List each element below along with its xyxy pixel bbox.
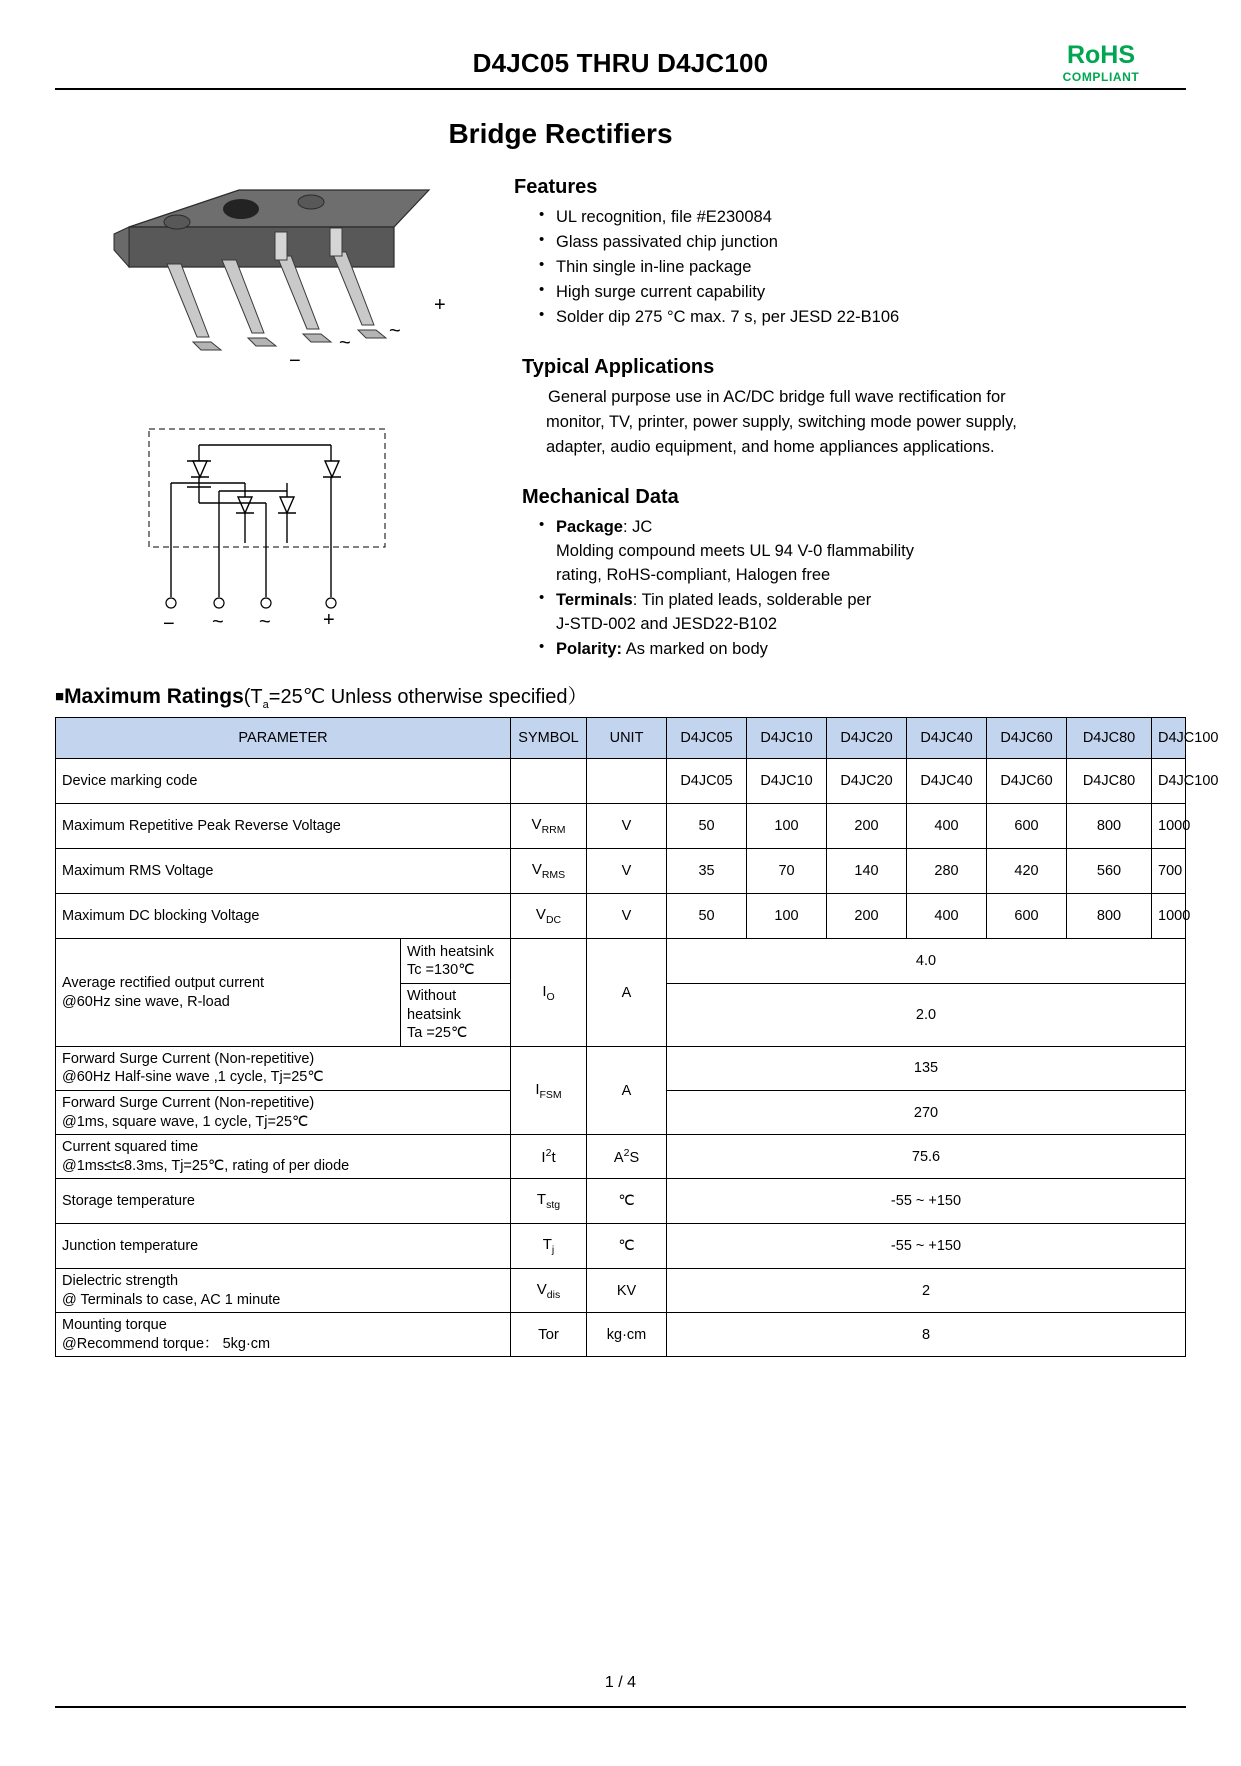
row-label-line-2: @Recommend torque： 5kg·cm	[62, 1335, 271, 1352]
cell-value: 560	[1067, 849, 1152, 894]
cell-value: D4JC60	[987, 759, 1067, 804]
row-symbol	[511, 1269, 587, 1313]
row-unit: ℃	[587, 1224, 667, 1269]
package-pin-ac2: ~	[389, 320, 401, 342]
applications-line-3: adapter, audio equipment, and home appliances applications.	[546, 437, 995, 456]
row-label: Device marking code	[56, 759, 511, 804]
cell-value: 600	[987, 804, 1067, 849]
symbol-subscript: RRM	[541, 824, 566, 837]
package-drawing	[89, 172, 509, 387]
cell-value: D4JC10	[747, 759, 827, 804]
cell-value-merged: -55 ~ +150	[667, 1224, 1186, 1269]
content-columns	[55, 168, 1186, 662]
cell-value: 400	[907, 894, 987, 939]
applications-text	[548, 385, 1186, 459]
cell-value: 70	[747, 849, 827, 894]
package-label: Package	[556, 517, 623, 536]
page-footer	[55, 1674, 1186, 1708]
header-divider	[55, 88, 1186, 90]
table-row	[56, 804, 1186, 849]
cell-value-io-without-heatsink: 2.0	[667, 984, 1186, 1047]
drawings-column	[55, 168, 510, 662]
row-unit: KV	[587, 1269, 667, 1313]
cell-value-io-with-heatsink: 4.0	[667, 939, 1186, 984]
row-symbol	[511, 759, 587, 804]
symbol-subscript: DC	[545, 914, 562, 927]
row-label-io	[56, 939, 401, 1047]
cell-value: 50	[667, 894, 747, 939]
row-symbol	[511, 804, 587, 849]
bullet-square-icon: ■	[55, 688, 65, 706]
io-condition-2	[401, 984, 511, 1047]
symbol-base: I	[535, 1080, 540, 1098]
io-line-1: Average rectified output current	[62, 975, 265, 992]
table-header-row	[56, 718, 1186, 759]
table-row	[56, 1313, 1186, 1357]
row-symbol: Tor	[511, 1313, 587, 1357]
col-unit: UNIT	[587, 718, 667, 759]
row-label-line-1: Dielectric strength	[62, 1273, 179, 1290]
schematic-pin-plus: +	[323, 609, 335, 631]
cell-value: D4JC100	[1152, 759, 1186, 804]
package-pin-plus: +	[434, 294, 446, 316]
list-item: • UL recognition, file #E230084	[538, 205, 1186, 229]
row-symbol-io	[511, 939, 587, 1047]
col-d4jc40: D4JC40	[907, 718, 987, 759]
col-d4jc20: D4JC20	[827, 718, 907, 759]
package-line-2: Molding compound meets UL 94 V-0 flammability	[556, 541, 914, 560]
symbol-base: T	[536, 1191, 547, 1209]
ifsm2-line-2: @1ms, square wave, 1 cycle, Tj=25℃	[62, 1113, 309, 1130]
terminals-value: : Tin plated leads, solderable per	[632, 590, 872, 609]
col-d4jc10: D4JC10	[747, 718, 827, 759]
cell-value: 1000	[1152, 894, 1186, 939]
cell-value: 800	[1067, 804, 1152, 849]
row-symbol	[511, 1224, 587, 1269]
mechanical-list	[538, 515, 1186, 661]
table-row	[56, 1269, 1186, 1313]
unit-superscript: 2	[623, 1147, 630, 1160]
cell-value-merged: -55 ~ +150	[667, 1179, 1186, 1224]
symbol-subscript: dis	[546, 1288, 561, 1301]
symbol-base: V	[531, 816, 542, 834]
cell-value: 200	[827, 894, 907, 939]
ifsm2-line-1: Forward Surge Current (Non-repetitive)	[62, 1095, 315, 1112]
symbol-superscript: 2	[545, 1147, 552, 1160]
ratings-heading-main: Maximum Ratings	[64, 685, 244, 709]
row-label: Storage temperature	[56, 1179, 511, 1224]
polarity-value: As marked on body	[622, 640, 768, 659]
table-row	[56, 1179, 1186, 1224]
row-unit: V	[587, 849, 667, 894]
cell-value: 35	[667, 849, 747, 894]
cell-value-merged: 75.6	[667, 1135, 1186, 1179]
io-line-2: @60Hz sine wave, R-load	[62, 993, 230, 1010]
table-row-io-with-heatsink	[56, 939, 1186, 984]
cell-value: 700	[1152, 849, 1186, 894]
ratings-heading-cond-a: (T	[243, 686, 263, 709]
row-label-ifsm-1	[56, 1046, 511, 1090]
row-label-ifsm-2	[56, 1091, 511, 1135]
row-symbol	[511, 849, 587, 894]
row-unit	[587, 1135, 667, 1179]
page-number: 1 / 4	[604, 1674, 637, 1691]
io-cond2-line-1: Without heatsink	[407, 988, 462, 1023]
ifsm1-line-2: @60Hz Half-sine wave ,1 cycle, Tj=25℃	[62, 1069, 324, 1086]
rohs-logo	[1026, 42, 1176, 84]
cell-value: 140	[827, 849, 907, 894]
symbol-subscript: stg	[546, 1199, 561, 1212]
row-symbol	[511, 894, 587, 939]
applications-line-1: General purpose use in AC/DC bridge full wave rectification for	[548, 388, 1006, 407]
col-d4jc60: D4JC60	[987, 718, 1067, 759]
row-label	[56, 1313, 511, 1357]
package-pin-minus: −	[289, 350, 301, 372]
specifications-column	[510, 168, 1186, 662]
cell-value: D4JC05	[667, 759, 747, 804]
row-label-line-1: Mounting torque	[62, 1317, 167, 1334]
symbol-tail: t	[551, 1149, 556, 1167]
bridge-schematic-svg	[141, 425, 461, 650]
product-family-title: Bridge Rectifiers	[448, 118, 673, 149]
row-unit: V	[587, 804, 667, 849]
row-label: Maximum RMS Voltage	[56, 849, 511, 894]
symbol-base: I	[541, 1149, 546, 1167]
package-line-3: rating, RoHS-compliant, Halogen free	[556, 565, 831, 584]
table-row	[56, 1224, 1186, 1269]
cell-value-merged: 8	[667, 1313, 1186, 1357]
rohs-label: RoHS	[1066, 41, 1136, 69]
list-item-package	[538, 515, 1186, 587]
symbol-subscript: O	[546, 990, 555, 1003]
row-unit	[587, 759, 667, 804]
symbol-subscript: RMS	[541, 869, 566, 882]
ifsm1-line-1: Forward Surge Current (Non-repetitive)	[62, 1050, 315, 1067]
ratings-heading-cond-sub: a	[262, 699, 269, 712]
col-parameter: PARAMETER	[56, 718, 511, 759]
cell-value: D4JC40	[907, 759, 987, 804]
row-label	[56, 1269, 511, 1313]
list-item-terminals	[538, 588, 1186, 636]
ratings-heading-cond-b: =25℃ Unless otherwise specified）	[268, 686, 588, 709]
list-item: • Solder dip 275 °C max. 7 s, per JESD 22-B106	[538, 305, 1186, 329]
cell-value: 50	[667, 804, 747, 849]
schematic-pin-minus: −	[163, 613, 175, 635]
symbol-base: T	[542, 1236, 552, 1254]
symbol-base: I	[542, 982, 547, 1000]
row-label-line-2: @ Terminals to case, AC 1 minute	[62, 1291, 281, 1308]
maximum-ratings-table	[55, 717, 1219, 1357]
col-d4jc80: D4JC80	[1067, 718, 1152, 759]
unit-base: A	[613, 1150, 624, 1167]
mechanical-heading: Mechanical Data	[522, 485, 679, 508]
cell-value-ifsm-square: 270	[667, 1091, 1186, 1135]
list-item-polarity	[538, 637, 1186, 661]
col-d4jc100: D4JC100	[1152, 718, 1186, 759]
table-row-ifsm-sine	[56, 1046, 1186, 1090]
row-symbol	[511, 1135, 587, 1179]
row-label: Junction temperature	[56, 1224, 511, 1269]
io-cond1-line-2: Tc =130℃	[407, 962, 475, 979]
io-condition-1	[401, 939, 511, 984]
table-row	[56, 849, 1186, 894]
cell-value: 200	[827, 804, 907, 849]
terminals-line-2: J-STD-002 and JESD22-B102	[556, 614, 778, 633]
cell-value: 1000	[1152, 804, 1186, 849]
col-symbol: SYMBOL	[511, 718, 587, 759]
cell-value: 800	[1067, 894, 1152, 939]
page-title: D4JC05 THRU D4JC100	[472, 48, 769, 78]
row-unit: V	[587, 894, 667, 939]
schematic-pin-ac1: ~	[212, 611, 224, 633]
row-label-line-2: @1ms≤t≤8.3ms, Tj=25℃, rating of per diode	[62, 1157, 350, 1174]
row-label: Maximum DC blocking Voltage	[56, 894, 511, 939]
package-value: : JC	[622, 517, 653, 536]
row-unit-io: A	[587, 939, 667, 1047]
row-unit-ifsm: A	[587, 1046, 667, 1134]
symbol-base: V	[535, 906, 546, 924]
io-cond1-line-1: With heatsink	[407, 943, 495, 960]
cell-value: 100	[747, 894, 827, 939]
table-row	[56, 759, 1186, 804]
row-label	[56, 1135, 511, 1179]
cell-value-ifsm-sine: 135	[667, 1046, 1186, 1090]
table-row	[56, 894, 1186, 939]
rohs-compliant-label: COMPLIANT	[1062, 70, 1140, 85]
bridge-schematic	[141, 425, 461, 650]
polarity-label: Polarity:	[556, 640, 623, 659]
row-label: Maximum Repetitive Peak Reverse Voltage	[56, 804, 511, 849]
terminals-label: Terminals	[556, 590, 633, 609]
symbol-subscript: j	[551, 1244, 555, 1257]
row-label-line-1: Current squared time	[62, 1139, 199, 1156]
list-item: • Glass passivated chip junction	[538, 230, 1186, 254]
list-item: • Thin single in-line package	[538, 255, 1186, 279]
applications-heading: Typical Applications	[522, 356, 715, 379]
features-list	[538, 205, 1186, 329]
symbol-base: V	[531, 861, 542, 879]
col-d4jc05: D4JC05	[667, 718, 747, 759]
cell-value: 420	[987, 849, 1067, 894]
row-unit: ℃	[587, 1179, 667, 1224]
symbol-base: V	[536, 1280, 547, 1298]
package-pin-ac1: ~	[339, 332, 351, 354]
ratings-heading	[55, 680, 1186, 711]
cell-value: D4JC20	[827, 759, 907, 804]
footer-divider	[55, 1706, 1186, 1708]
io-cond2-line-2: Ta =25℃	[407, 1025, 468, 1042]
cell-value: 280	[907, 849, 987, 894]
applications-line-2: monitor, TV, printer, power supply, switching mode power supply,	[546, 413, 1017, 432]
row-symbol-ifsm	[511, 1046, 587, 1134]
features-heading: Features	[514, 176, 598, 198]
unit-tail: S	[629, 1150, 640, 1167]
symbol-subscript: FSM	[539, 1088, 562, 1101]
cell-value-merged: 2	[667, 1269, 1186, 1313]
list-item: • High surge current capability	[538, 280, 1186, 304]
page-header	[55, 0, 1186, 85]
cell-value: 100	[747, 804, 827, 849]
cell-value: D4JC80	[1067, 759, 1152, 804]
cell-value: 600	[987, 894, 1067, 939]
schematic-pin-ac2: ~	[259, 611, 271, 633]
row-unit: kg·cm	[587, 1313, 667, 1357]
cell-value: 400	[907, 804, 987, 849]
row-symbol	[511, 1179, 587, 1224]
table-row	[56, 1135, 1186, 1179]
